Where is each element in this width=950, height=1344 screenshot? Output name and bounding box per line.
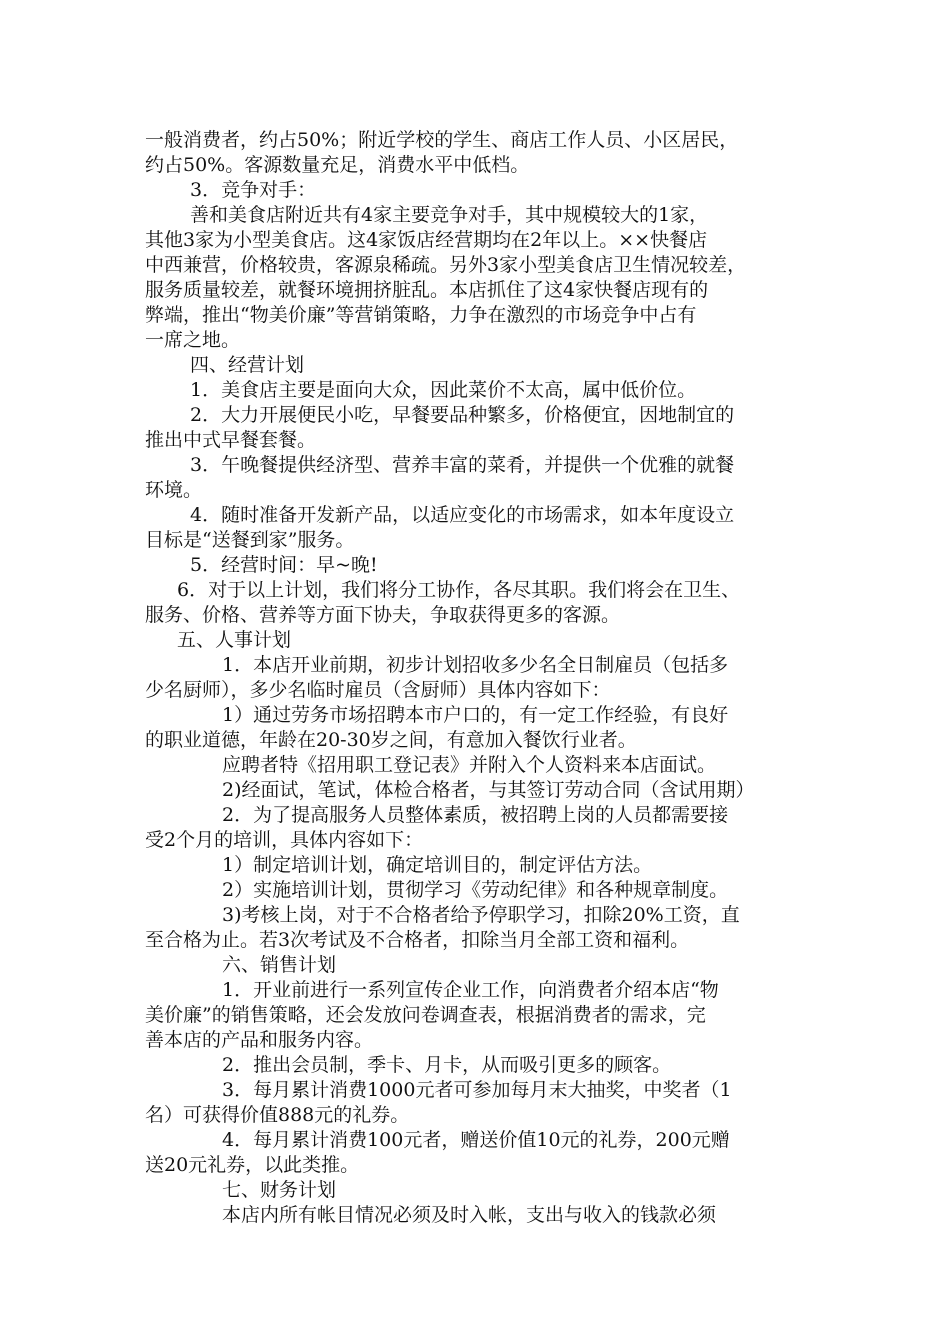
list-item: 5．经营时间：早~晚! <box>190 554 378 576</box>
body-text-line: 受2个月的培训，具体内容如下： <box>145 829 424 851</box>
list-item: 1．美食店主要是面向大众，因此菜价不太高，属中低价位。 <box>190 379 697 401</box>
body-text-line: 中西兼营，价格较贵，客源泉稀疏。另外3家小型美食店卫生情况较差， <box>145 254 747 276</box>
body-text-line: 弊端，推出“物美价廉”等营销策略，力争在激烈的市场竞争中占有 <box>145 304 697 326</box>
subsection-heading: 3．竞争对手： <box>190 179 317 201</box>
body-text-line: 的职业道德，年龄在20-30岁之间，有意加入餐饮行业者。 <box>145 729 637 751</box>
list-item: 2．大力开展便民小吃，早餐要品种繁多，价格便宜，因地制宜的 <box>190 404 735 426</box>
body-text-line: 其他3家为小型美食店。这4家饭店经营期均在2年以上。××快餐店 <box>145 229 708 251</box>
body-text-line: 一席之地。 <box>145 329 241 351</box>
body-text-line: 约占50%。客源数量充足，消费水平中低档。 <box>145 154 530 176</box>
section-heading: 四、经营计划 <box>190 354 305 376</box>
body-text-line: 目标是“送餐到家”服务。 <box>145 529 355 551</box>
section-heading: 五、人事计划 <box>177 629 292 651</box>
list-item: 3．午晚餐提供经济型、营养丰富的菜肴，并提供一个优雅的就餐 <box>190 454 735 476</box>
body-text-line: 少名厨师），多少名临时雇员（含厨师）具体内容如下： <box>145 679 611 701</box>
list-item: 4．随时准备开发新产品，以适应变化的市场需求，如本年度设立 <box>190 504 735 526</box>
body-text-line: 善本店的产品和服务内容。 <box>145 1029 374 1051</box>
list-item: 3)考核上岗，对于不合格者给予停职学习，扣除20%工资，直 <box>222 904 740 926</box>
body-text-line: 环境。 <box>145 479 203 501</box>
list-item: 1）通过劳务市场招聘本市户口的，有一定工作经验，有良好 <box>222 704 729 726</box>
body-text-line: 应聘者特《招用职工登记表》并附入个人资料来本店面试。 <box>222 754 717 776</box>
section-heading: 六、销售计划 <box>222 954 337 976</box>
list-item: 2）实施培训计划，贯彻学习《劳动纪律》和各种规章制度。 <box>222 879 729 901</box>
body-text-line: 本店内所有帐目情况必须及时入帐，支出与收入的钱款必须 <box>222 1204 717 1226</box>
list-item: 3．每月累计消费1000元者可参加每月末大抽奖，中奖者（1 <box>222 1079 732 1101</box>
body-text-line: 服务质量较差，就餐环境拥挤脏乱。本店抓住了这4家快餐店现有的 <box>145 279 709 301</box>
body-text-line: 名）可获得价值888元的礼券。 <box>145 1104 410 1126</box>
list-item: 2．为了提高服务人员整体素质，被招聘上岗的人员都需要接 <box>222 804 729 826</box>
list-item: 1）制定培训计划，确定培训目的，制定评估方法。 <box>222 854 653 876</box>
body-text-line: 善和美食店附近共有4家主要竞争对手，其中规模较大的1家， <box>190 204 709 226</box>
list-item: 1．本店开业前期，初步计划招收多少名全日制雇员（包括多 <box>222 654 729 676</box>
section-heading: 七、财务计划 <box>222 1179 337 1201</box>
body-text-line: 推出中式早餐套餐。 <box>145 429 317 451</box>
body-text-line: 至合格为止。若3次考试及不合格者，扣除当月全部工资和福利。 <box>145 929 690 951</box>
body-text-line: 一般消费者，约占50%；附近学校的学生、商店工作人员、小区居民， <box>145 129 739 151</box>
list-item: 1．开业前进行一系列宣传企业工作，向消费者介绍本店“物 <box>222 979 719 1001</box>
body-text-line: 美价廉”的销售策略，还会发放问卷调查表，根据消费者的需求，完 <box>145 1004 706 1026</box>
list-item: 2)经面试，笔试，体检合格者，与其签订劳动合同（含试用期） <box>222 779 755 801</box>
body-text-line: 服务、价格、营养等方面下协夫，争取获得更多的客源。 <box>145 604 621 626</box>
list-item: 2．推出会员制，季卡、月卡，从而吸引更多的顾客。 <box>222 1054 672 1076</box>
list-item: 6．对于以上计划，我们将分工协作，各尽其职。我们将会在卫生、 <box>177 579 741 601</box>
body-text-line: 送20元礼券，以此类推。 <box>145 1154 360 1176</box>
list-item: 4．每月累计消费100元者，赠送价值10元的礼券，200元赠 <box>222 1129 730 1151</box>
